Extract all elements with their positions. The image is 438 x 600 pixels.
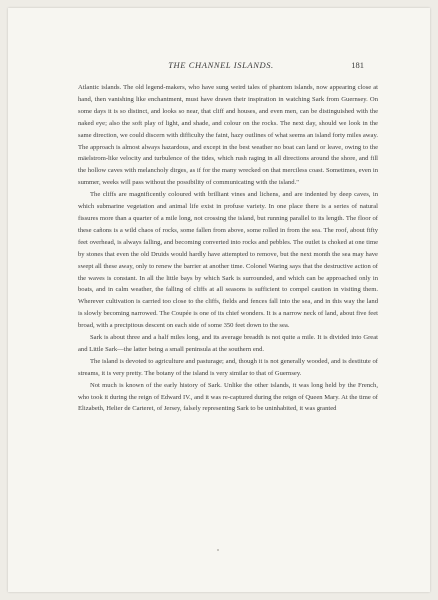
- paper-speck: [217, 549, 219, 551]
- paragraph-2: The cliffs are magnificently coloured with brilliant vines and lichens, and are indented by deep caves, in which submarine vegetation and animal life exist in profuse variety. In one place there is a series of natural fissures more than a quarter of a mile long, not crossing the island, but running parallel to its length. The floor of these cañons is a wild chaos of rocks, some fallen from above, some rolled in from the sea. The roof, about fifty feet overhead, is always falling, and becoming converted into rocks and pebbles. The outlet is choked at one time by stones that even the old Druids would hardly have attempted to remove, but the next month the sea may have swept all these away, only to renew the barrier at another time. Colonel Waring says that the destructive action of the waves is constant. In all the little bays by which Sark is surrounded, and which can be approached only in boats, and in calm weather, the falling of cliffs at all seasons is sufficient to compel caution in visiting them. Wherever cultivation is carried too close to the cliffs, fields and fences fall into the sea, and in this way the land is slowly becoming narrowed. The Coupée is one of its chief wonders. It is a narrow neck of land, about five feet broad, with a precipitous descent on each side of some 350 feet down to the sea.: [78, 191, 378, 330]
- page-header: [78, 60, 364, 74]
- paragraph-3: Sark is about three and a half miles long, and its average breadth is not quite a mile. It is divided into Great and Little Sark—the latter being a small peninsula at the southern end.: [78, 334, 378, 353]
- page-body: [78, 82, 378, 415]
- paragraph-1: Atlantic islands. The old legend-makers, who have sung weird tales of phantom islands, now appearing close at hand, then vanishing like enchantment, must have drawn their inspiration in watching Sark from Guernsey. On some days it is so distinct, and looks so near, that cliff and houses, and even men, can be distinguished with the naked eye; also the soft play of light, and shade, and colour on the rocks. The next day, should we look in the same direction, we could discern with difficulty the faint, hazy outlines of what seems an island forty miles away. The approach is almost always hazardous, and except in the best weather no boat can land or leave, owing to the mäelstrom-like velocity and turbulence of the tides, which rush raging in all directions around the shore, and fill the hollow caves with melancholy dirges, as if for the many wrecked on that merciless coast. Sometimes, even in summer, weeks will pass without the possibility of communicating with the island.": [78, 84, 378, 187]
- page-number: 181: [351, 60, 364, 70]
- paragraph-4: The island is devoted to agriculture and pasturage; and, though it is not generally wooded, and is destitute of streams, it is very pretty. The botany of the island is very similar to that of Guernsey.: [78, 357, 378, 377]
- paragraph-5: Not much is known of the early history of Sark. Unlike the other islands, it was long held by the French, who took it during the reign of Edward IV., and it was re-captured during the reign of Queen Mary. At the time of Elizabeth, Helier de Carteret, of Jersey, falsely representing Sark to be uninhabited, it was granted: [78, 381, 378, 413]
- running-title: THE CHANNEL ISLANDS.: [168, 60, 274, 70]
- book-page: [8, 8, 430, 592]
